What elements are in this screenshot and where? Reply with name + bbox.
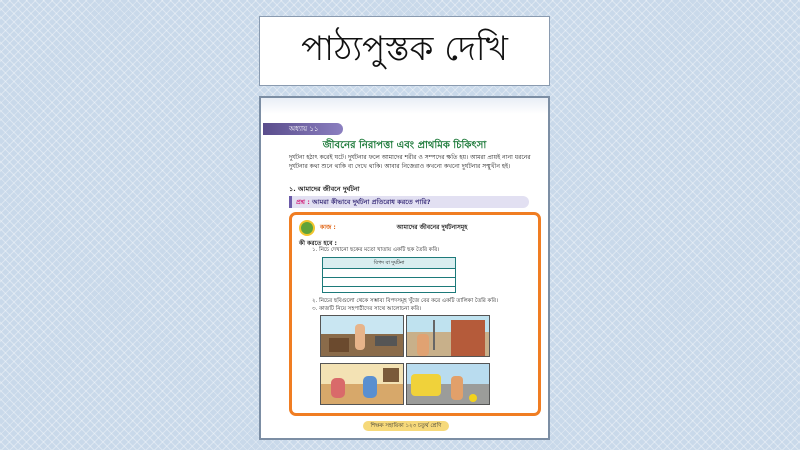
hazard-table xyxy=(322,257,456,293)
textbook-page-image xyxy=(259,96,550,440)
step-2: ২. নিচের ছবিগুলো থেকে সম্ভাব্য বিপদসমূহ খুঁজে বের করে একটি তালিকা তৈরি করি। xyxy=(312,298,498,304)
chapter-tag: অধ্যায় ১১ xyxy=(263,123,343,135)
slide-title-box xyxy=(259,16,550,86)
what-to-do: কী করতে হবে : xyxy=(299,240,337,247)
step-1: ১. নিচে দেখানো ছকের মতো খাতায় একটি ছক তৈরি করি। xyxy=(312,247,440,253)
hazard-table-header: বিপদ বা দুর্ঘটনা xyxy=(323,258,455,269)
question-bar xyxy=(289,196,529,208)
chapter-title: জীবনের নিরাপত্তা এবং প্রাথমিক চিকিৎসা xyxy=(322,140,487,151)
illustration-construction xyxy=(406,315,490,357)
table-row xyxy=(323,287,455,295)
illustration-kitchen xyxy=(320,315,404,357)
task-box xyxy=(289,212,541,416)
step-3: ৩. কাজটি নিয়ে সহপাঠীদের সাথে আলোচনা করি। xyxy=(312,306,422,312)
illustration-street xyxy=(406,363,490,405)
intro-paragraph: দুর্ঘটনা হঠাৎ করেই ঘটে। দুর্ঘটনার ফলে আমাদের শরীর ও সম্পদের ক্ষতি হয়। আমরা প্রায়ই নানা ধরনের দুর্ঘটনার কথা শুনে থাকি বা দেখে থাকি। আবার নিজেরাও কখনো কখনো দুর্ঘটনার সম্মুখীন হই। xyxy=(289,154,531,170)
task-label: কাজ : xyxy=(320,224,336,231)
slide-title: পাঠ্যপুস্তক দেখি xyxy=(301,28,508,69)
table-row xyxy=(323,269,455,278)
question-label: প্রশ্ন : xyxy=(296,198,310,206)
page-top-band xyxy=(261,98,548,114)
task-title: আমাদের জীবনের দুর্ঘটনাসমূহ xyxy=(396,224,468,231)
question-text: আমরা কীভাবে দুর্ঘটনা প্রতিরোধ করতে পারি? xyxy=(312,198,431,206)
page-footer: শিক্ষক সহায়িকা ১২৩ চতুর্থ শ্রেণি xyxy=(363,421,449,431)
section-heading: ১. আমাদের জীবনে দুর্ঘটনা xyxy=(289,185,360,193)
illustration-children-indoors xyxy=(320,363,404,405)
table-row xyxy=(323,278,455,287)
task-badge-icon xyxy=(299,220,315,236)
